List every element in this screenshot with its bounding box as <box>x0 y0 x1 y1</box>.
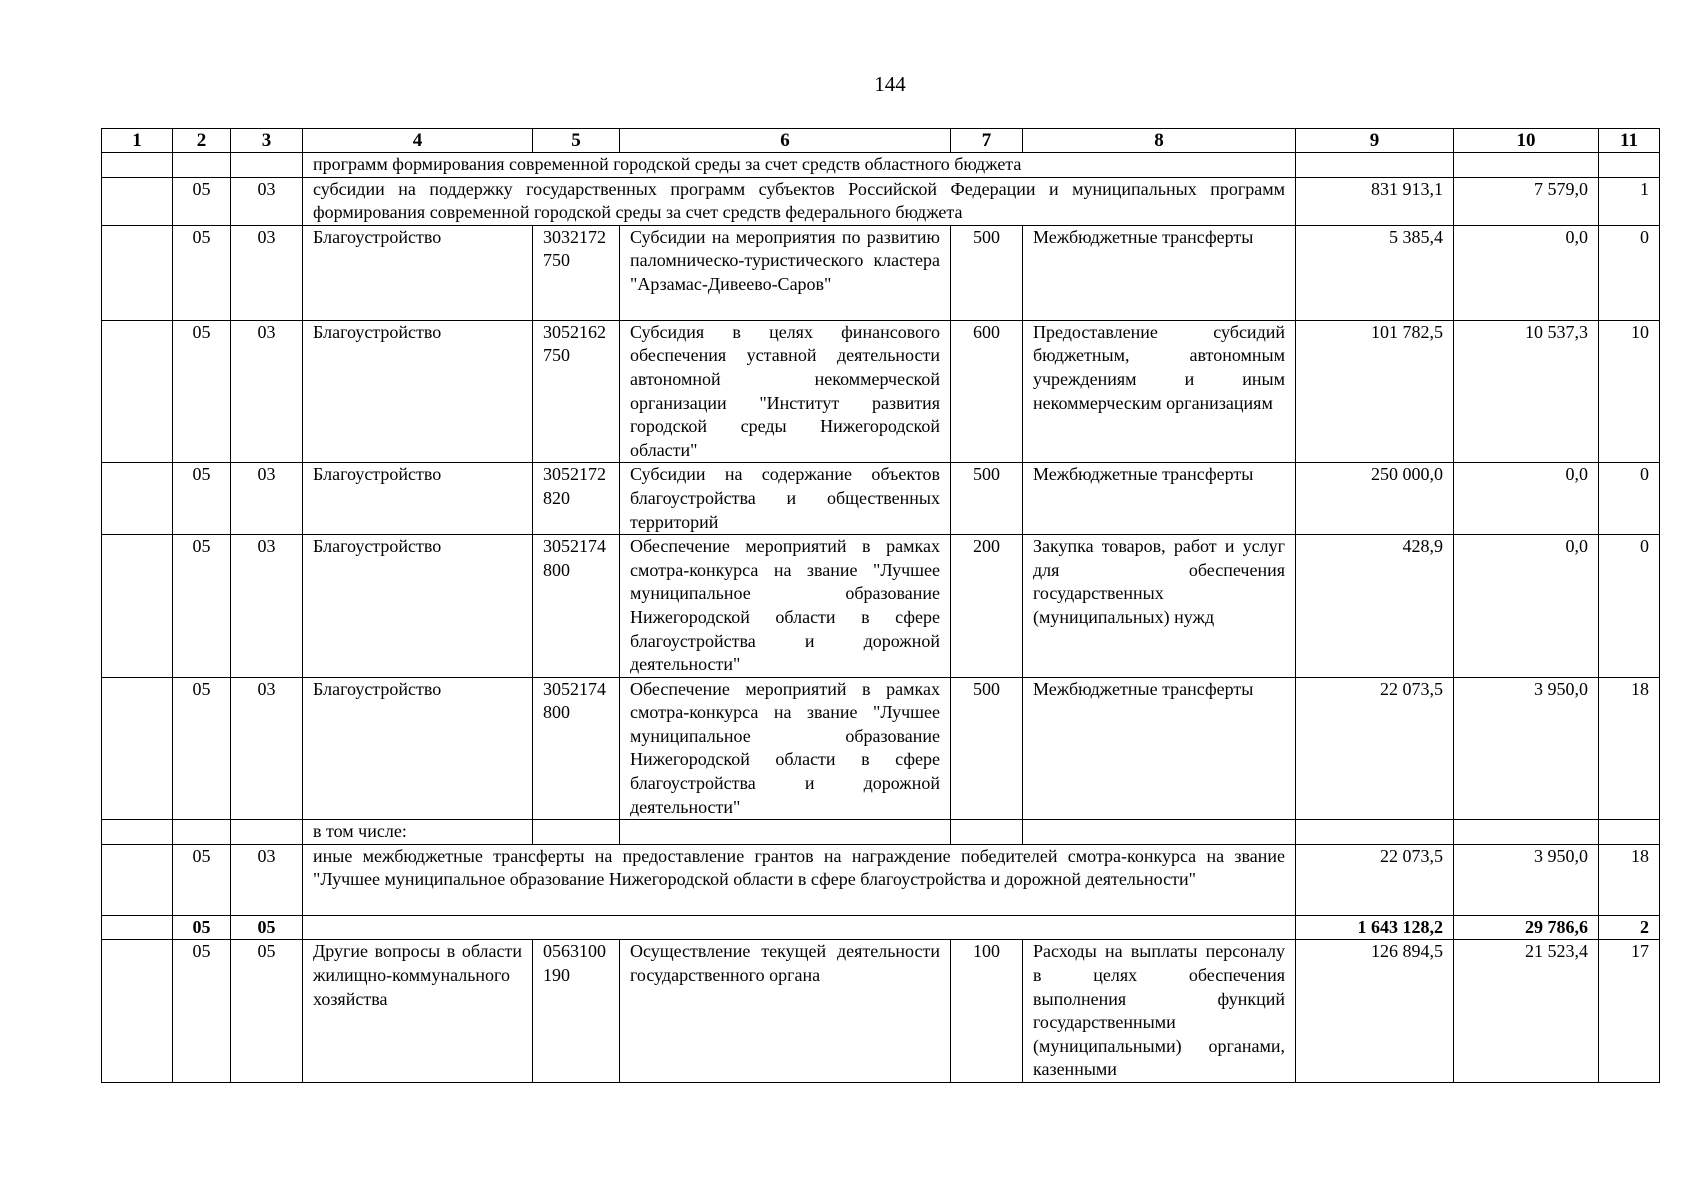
target-article-code: 3052172820 <box>533 463 620 535</box>
article-name: Субсидия в целях финансового обеспечения уставной деятельности автономной некоммерческой организации "Институт развития городской среды Нижегородской области" <box>620 320 951 463</box>
expense-type-name: Межбюджетные трансферты <box>1023 225 1296 320</box>
section-name: Благоустройство <box>303 225 533 320</box>
amount-col11: 17 <box>1599 940 1660 1083</box>
article-name: Осуществление текущей деятельности государственного органа <box>620 940 951 1083</box>
col-header-2: 2 <box>173 129 231 153</box>
subsection-code: 03 <box>231 225 303 320</box>
amount-col9: 831 913,1 <box>1296 177 1454 225</box>
table-row <box>102 677 1660 820</box>
table-row <box>102 153 1660 178</box>
table-row <box>102 820 1660 845</box>
amount-col10: 7 579,0 <box>1454 177 1599 225</box>
amount-col9: 1 643 128,2 <box>1296 915 1454 940</box>
section-name: Благоустройство <box>303 677 533 820</box>
amount-col10: 0,0 <box>1454 535 1599 678</box>
section-code: 05 <box>173 225 231 320</box>
article-name: Субсидии на содержание объектов благоустройства и общественных территорий <box>620 463 951 535</box>
row-description: иные межбюджетные трансферты на предоставление грантов на награждение победителей смотра-конкурса на звание "Лучшее муниципальное образование Нижегородской области в сфере благоустройства и дорожной деятельности" <box>303 844 1296 915</box>
expense-type-code: 100 <box>951 940 1023 1083</box>
row-description: программ формирования современной городской среды за счет средств областного бюджета <box>303 153 1296 178</box>
expense-type-code: 200 <box>951 535 1023 678</box>
col-header-1: 1 <box>102 129 173 153</box>
amount-col9: 5 385,4 <box>1296 225 1454 320</box>
amount-col9: 250 000,0 <box>1296 463 1454 535</box>
subsection-code: 03 <box>231 320 303 463</box>
expense-type-code: 600 <box>951 320 1023 463</box>
target-article-code: 3052174800 <box>533 535 620 678</box>
target-article-code: 3052162750 <box>533 320 620 463</box>
amount-col10: 3 950,0 <box>1454 844 1599 915</box>
budget-table <box>101 128 1660 1083</box>
section-code: 05 <box>173 535 231 678</box>
including-label: в том числе: <box>303 820 533 845</box>
amount-col10: 0,0 <box>1454 225 1599 320</box>
col-header-4: 4 <box>303 129 533 153</box>
section-name: Благоустройство <box>303 535 533 678</box>
section-name: Другие вопросы в области жилищно-коммунального хозяйства <box>303 940 533 1083</box>
table-row-subtotal <box>102 915 1660 940</box>
amount-col9: 428,9 <box>1296 535 1454 678</box>
col-header-8: 8 <box>1023 129 1296 153</box>
amount-col9: 22 073,5 <box>1296 844 1454 915</box>
expense-type-name: Межбюджетные трансферты <box>1023 677 1296 820</box>
amount-col11: 1 <box>1599 177 1660 225</box>
col-header-5: 5 <box>533 129 620 153</box>
section-name: Благоустройство <box>303 463 533 535</box>
amount-col11: 0 <box>1599 225 1660 320</box>
amount-col9: 126 894,5 <box>1296 940 1454 1083</box>
target-article-code: 3052174800 <box>533 677 620 820</box>
col-header-11: 11 <box>1599 129 1660 153</box>
col-header-9: 9 <box>1296 129 1454 153</box>
col-header-6: 6 <box>620 129 951 153</box>
expense-type-code: 500 <box>951 463 1023 535</box>
amount-col10: 0,0 <box>1454 463 1599 535</box>
subsection-code: 05 <box>231 915 303 940</box>
section-code: 05 <box>173 463 231 535</box>
expense-type-code: 500 <box>951 225 1023 320</box>
page-number: 144 <box>874 72 906 96</box>
col-header-3: 3 <box>231 129 303 153</box>
expense-type-name: Закупка товаров, работ и услуг для обеспечения государственных (муниципальных) нужд <box>1023 535 1296 678</box>
amount-col11: 0 <box>1599 535 1660 678</box>
expense-type-code: 500 <box>951 677 1023 820</box>
amount-col9: 22 073,5 <box>1296 677 1454 820</box>
subsection-code: 03 <box>231 463 303 535</box>
section-code: 05 <box>173 320 231 463</box>
col-header-10: 10 <box>1454 129 1599 153</box>
amount-col11: 0 <box>1599 463 1660 535</box>
amount-col11: 10 <box>1599 320 1660 463</box>
subsection-code: 03 <box>231 677 303 820</box>
amount-col11: 2 <box>1599 915 1660 940</box>
table-row <box>102 177 1660 225</box>
table-row <box>102 463 1660 535</box>
target-article-code: 3032172750 <box>533 225 620 320</box>
table-row <box>102 535 1660 678</box>
section-code: 05 <box>173 677 231 820</box>
amount-col10: 21 523,4 <box>1454 940 1599 1083</box>
table-row <box>102 844 1660 915</box>
expense-type-name: Предоставление субсидий бюджетным, автономным учреждениям и иным некоммерческим организациям <box>1023 320 1296 463</box>
section-code: 05 <box>173 940 231 1083</box>
article-name: Обеспечение мероприятий в рамках смотра-конкурса на звание "Лучшее муниципальное образование Нижегородской области в сфере благоустройства и дорожной деятельности" <box>620 535 951 678</box>
subsection-code: 03 <box>231 535 303 678</box>
table-row <box>102 225 1660 320</box>
expense-type-name: Расходы на выплаты персоналу в целях обеспечения выполнения функций государственными (муниципальными) органами, казенными <box>1023 940 1296 1083</box>
article-name: Субсидии на мероприятия по развитию паломническо-туристического кластера "Арзамас-Дивеево-Саров" <box>620 225 951 320</box>
amount-col9: 101 782,5 <box>1296 320 1454 463</box>
header-row <box>102 129 1660 153</box>
subsection-code: 05 <box>231 940 303 1083</box>
amount-col11: 18 <box>1599 844 1660 915</box>
table-row <box>102 320 1660 463</box>
table-row <box>102 940 1660 1083</box>
amount-col10: 29 786,6 <box>1454 915 1599 940</box>
subsection-code: 03 <box>231 177 303 225</box>
row-description: субсидии на поддержку государственных программ субъектов Российской Федерации и муниципальных программ формирования современной городской среды за счет средств федерального бюджета <box>303 177 1296 225</box>
section-code: 05 <box>173 915 231 940</box>
target-article-code: 0563100190 <box>533 940 620 1083</box>
col-header-7: 7 <box>951 129 1023 153</box>
section-name: Благоустройство <box>303 320 533 463</box>
subsection-code: 03 <box>231 844 303 915</box>
section-code: 05 <box>173 177 231 225</box>
amount-col11: 18 <box>1599 677 1660 820</box>
expense-type-name: Межбюджетные трансферты <box>1023 463 1296 535</box>
article-name: Обеспечение мероприятий в рамках смотра-конкурса на звание "Лучшее муниципальное образование Нижегородской области в сфере благоустройства и дорожной деятельности" <box>620 677 951 820</box>
section-code: 05 <box>173 844 231 915</box>
amount-col10: 3 950,0 <box>1454 677 1599 820</box>
amount-col10: 10 537,3 <box>1454 320 1599 463</box>
